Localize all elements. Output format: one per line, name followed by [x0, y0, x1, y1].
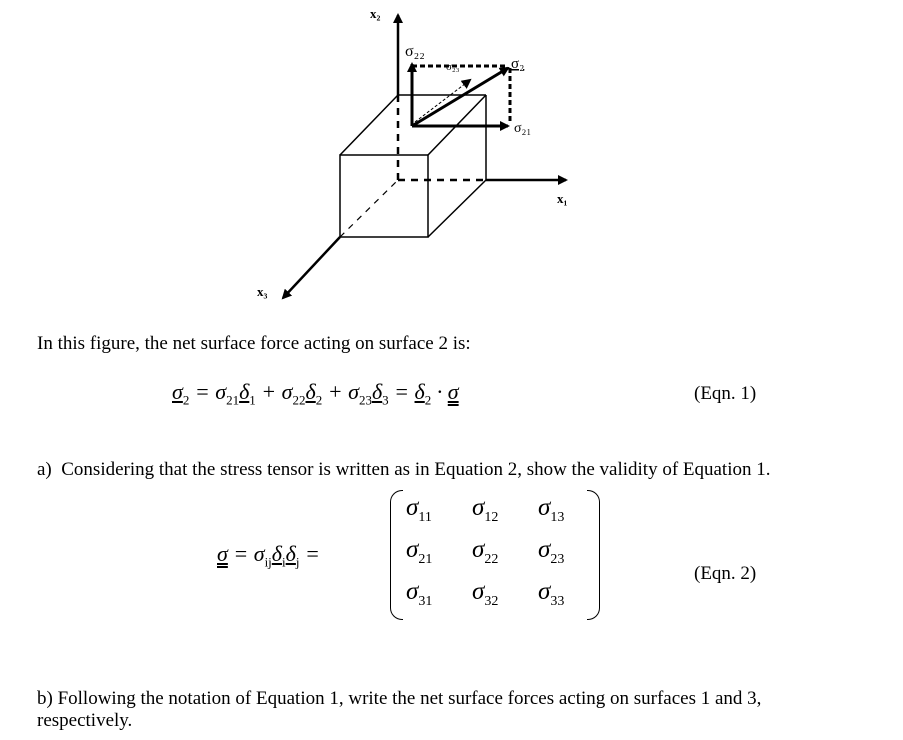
equation-1: $\sigma_2 = \sigma_{21}\delta_1 + \sigma_{22}\delta_2 + \sigma_{23}\delta_3 = \delta_2 \cdot \sigma$ — [172, 379, 459, 408]
label-sigma23: σ₂₃ — [446, 61, 460, 73]
matrix-cell: $\sigma_{31}$ — [406, 578, 433, 609]
matrix-cell: $\sigma_{23}$ — [538, 536, 565, 567]
matrix-cell: $\sigma_{33}$ — [538, 578, 565, 609]
matrix-cell: $\sigma_{32}$ — [472, 578, 499, 609]
matrix-left-paren — [390, 490, 403, 620]
matrix-cell: $\sigma_{13}$ — [538, 494, 565, 525]
intro-text: In this figure, the net surface force acting on surface 2 is: — [37, 333, 471, 354]
matrix-cell: $\sigma_{12}$ — [472, 494, 499, 525]
label-x1: x₁ — [557, 191, 568, 206]
question-b: b) Following the notation of Equation 1, write the net surface forces acting on surfaces 1 and 3, — [37, 688, 762, 709]
eqn2-label: (Eqn. 2) — [694, 563, 757, 584]
question-a: a) Considering that the stress tensor is written as in Equation 2, show the validity of Equation 1. — [37, 459, 771, 480]
label-x3: x₃ — [257, 284, 268, 299]
sigma23-arrow — [415, 80, 470, 122]
matrix-right-paren — [587, 490, 600, 620]
label-x2: x₂ — [370, 6, 381, 21]
equation-2-lhs: $\sigma = \sigma_{ij}\delta_i\delta_j$ = — [217, 541, 320, 570]
eqn1-label: (Eqn. 1) — [694, 383, 757, 404]
label-sigma2: σ₂ — [511, 56, 525, 72]
stress-cube-figure — [0, 0, 903, 310]
stress-matrix — [390, 490, 600, 620]
axis-x3-arrow — [283, 237, 340, 298]
matrix-cell: $\sigma_{21}$ — [406, 536, 433, 567]
sigma2-arrow — [412, 68, 508, 126]
hidden-edge-x3 — [340, 180, 398, 237]
label-sigma21: σ₂₁ — [514, 121, 532, 136]
label-sigma22: σ₂₂ — [405, 43, 425, 60]
matrix-cell: $\sigma_{11}$ — [406, 494, 432, 525]
matrix-cell: $\sigma_{22}$ — [472, 536, 499, 567]
question-b-continued: respectively. — [37, 710, 133, 731]
